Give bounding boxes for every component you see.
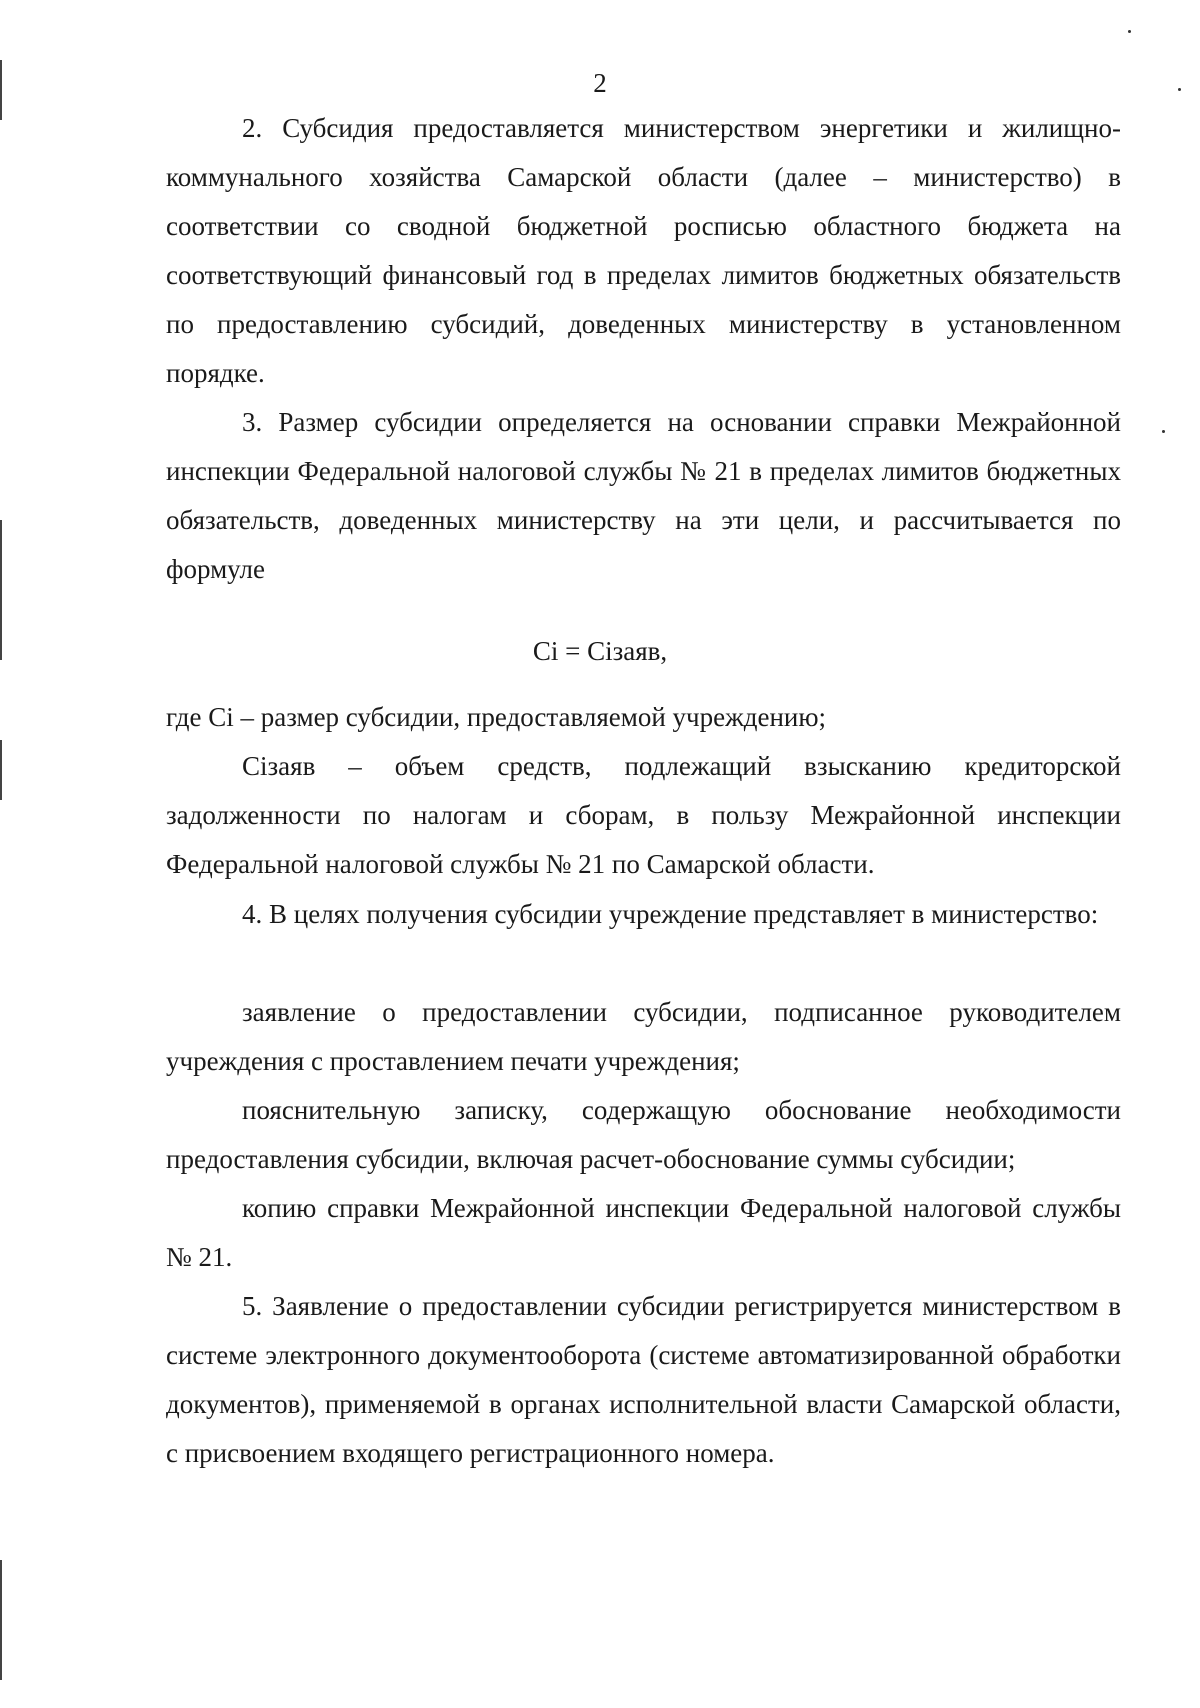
- where-ciz: Ciзаяв – объем средств, подлежащий взысканию кредиторской задолженности по налогам и сборам, в пользу Межрайонной инспекции Федеральной налоговой службы № 21 по Самарской области.: [166, 751, 1121, 879]
- formula: Ci = Ciзаяв,: [532, 636, 668, 666]
- scan-edge-line: [0, 1560, 2, 1680]
- paragraph-5: 5. Заявление о предоставлении субсидии регистрируется министерством в системе электронного документооборота (системе автоматизированной обработки документов), применяемой в органах исполнительной власти Самарской области, с присвоением входящего регистрационного номера.: [166, 1291, 1121, 1468]
- where-ci: где Ci – размер субсидии, предоставляемой учреждению;: [166, 702, 827, 732]
- page-number: 2: [593, 68, 607, 98]
- paragraph-4: 4. В целях получения субсидии учреждение представляет в министерство:: [242, 899, 1099, 929]
- paragraph-4-item-copy: копию справки Межрайонной инспекции Федеральной налоговой службы № 21.: [166, 1193, 1121, 1272]
- paragraph-4-item-note: пояснительную записку, содержащую обоснование необходимости предоставления субсидии, включая расчет-обоснование суммы субсидии;: [166, 1095, 1121, 1174]
- scan-speck: [1128, 30, 1131, 33]
- paragraph-2: 2. Субсидия предоставляется министерством энергетики и жилищно-коммунального хозяйства Самарской области (далее – министерство) в соответствии со сводной бюджетной росписью областного бюджета на соответствующий финансовый год в пределах лимитов бюджетных обязательств по предоставлению субсидий, доведенных министерству в установленном порядке.: [166, 113, 1121, 388]
- paragraph-3: 3. Размер субсидии определяется на основании справки Межрайонной инспекции Федеральной налоговой службы № 21 в пределах лимитов бюджетных обязательств, доведенных министерству на эти цели, и рассчитывается по формуле: [166, 407, 1121, 584]
- scan-edge-line: [0, 740, 2, 800]
- paragraph-4-item-application: заявление о предоставлении субсидии, подписанное руководителем учреждения с проставлением печати учреждения;: [166, 997, 1121, 1076]
- scan-speck: [1162, 430, 1165, 433]
